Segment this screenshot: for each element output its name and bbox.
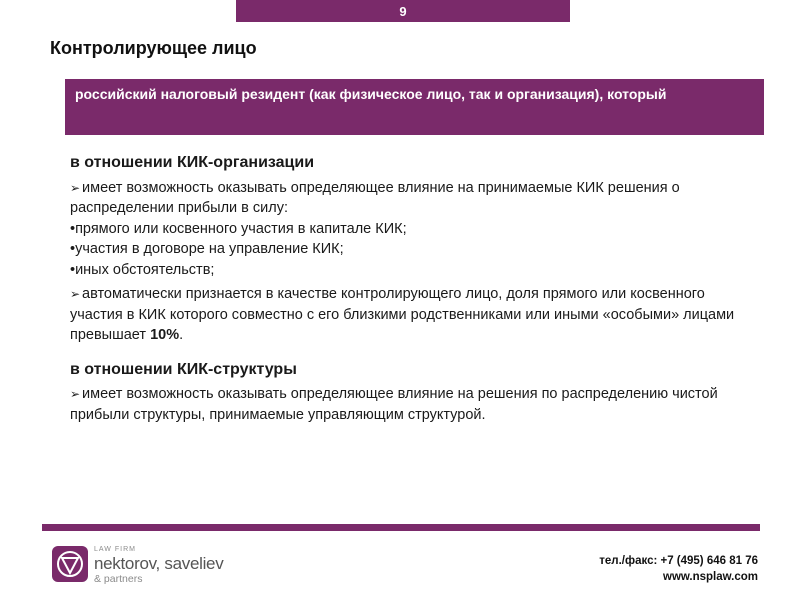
website-link[interactable]: www.nsplaw.com — [663, 571, 758, 583]
page-number-bar — [236, 0, 570, 22]
paragraph-end: . — [179, 327, 184, 343]
section-heading-kik-structure: в отношении КИК-структуры — [70, 360, 297, 378]
paragraph-influence-structure — [70, 384, 760, 425]
logo-name: nektorov, saveliev — [94, 554, 224, 573]
section-heading-kik-organization: в отношении КИК-организации — [70, 154, 315, 171]
firm-logo — [52, 546, 272, 586]
bullet-list — [70, 219, 760, 281]
slide-content — [70, 153, 760, 425]
paragraph-text: автоматически признается в качестве контролирующего лицо, доля прямого или косвенного участия в КИК которого совместно с его близкими родственниками или иными «особыми» лицами превышает — [70, 286, 735, 343]
threshold-value: 10% — [150, 327, 180, 343]
list-item: •прямого или косвенного участия в капитале КИК; — [70, 220, 407, 237]
phone-number: тел./факс: +7 (495) 646 81 76 — [599, 555, 758, 567]
arrowhead-bullet-icon: ➢ — [70, 287, 81, 301]
logo-mark-icon — [52, 546, 88, 582]
logo-subtitle: LAW FIRM — [94, 546, 136, 553]
paragraph-automatic-recognition — [70, 284, 760, 346]
paragraph-text: имеет возможность оказывать определяющее влияние на принимаемые КИК решения о распределении прибыли в силу: — [70, 179, 680, 216]
page-number: 9 — [399, 4, 407, 19]
paragraph-text: имеет возможность оказывать определяющее влияние на решения по распределению чистой прибыли структуры, принимаемые управляющим структурой. — [70, 386, 718, 423]
arrowhead-bullet-icon: ➢ — [70, 180, 81, 195]
list-item: •иных обстоятельств; — [70, 261, 215, 278]
list-item: •участия в договоре на управление КИК; — [70, 241, 344, 257]
definition-banner: российский налоговый резидент (как физическое лицо, так и организация), который — [65, 79, 764, 135]
logo-glyph-icon — [52, 546, 88, 582]
logo-partners: & partners — [94, 573, 143, 585]
paragraph-influence-organization — [70, 178, 760, 219]
footer-divider — [42, 524, 760, 531]
arrowhead-bullet-icon: ➢ — [70, 387, 81, 401]
contact-info — [599, 553, 758, 585]
slide-title: Контролирующее лицо — [50, 38, 257, 58]
